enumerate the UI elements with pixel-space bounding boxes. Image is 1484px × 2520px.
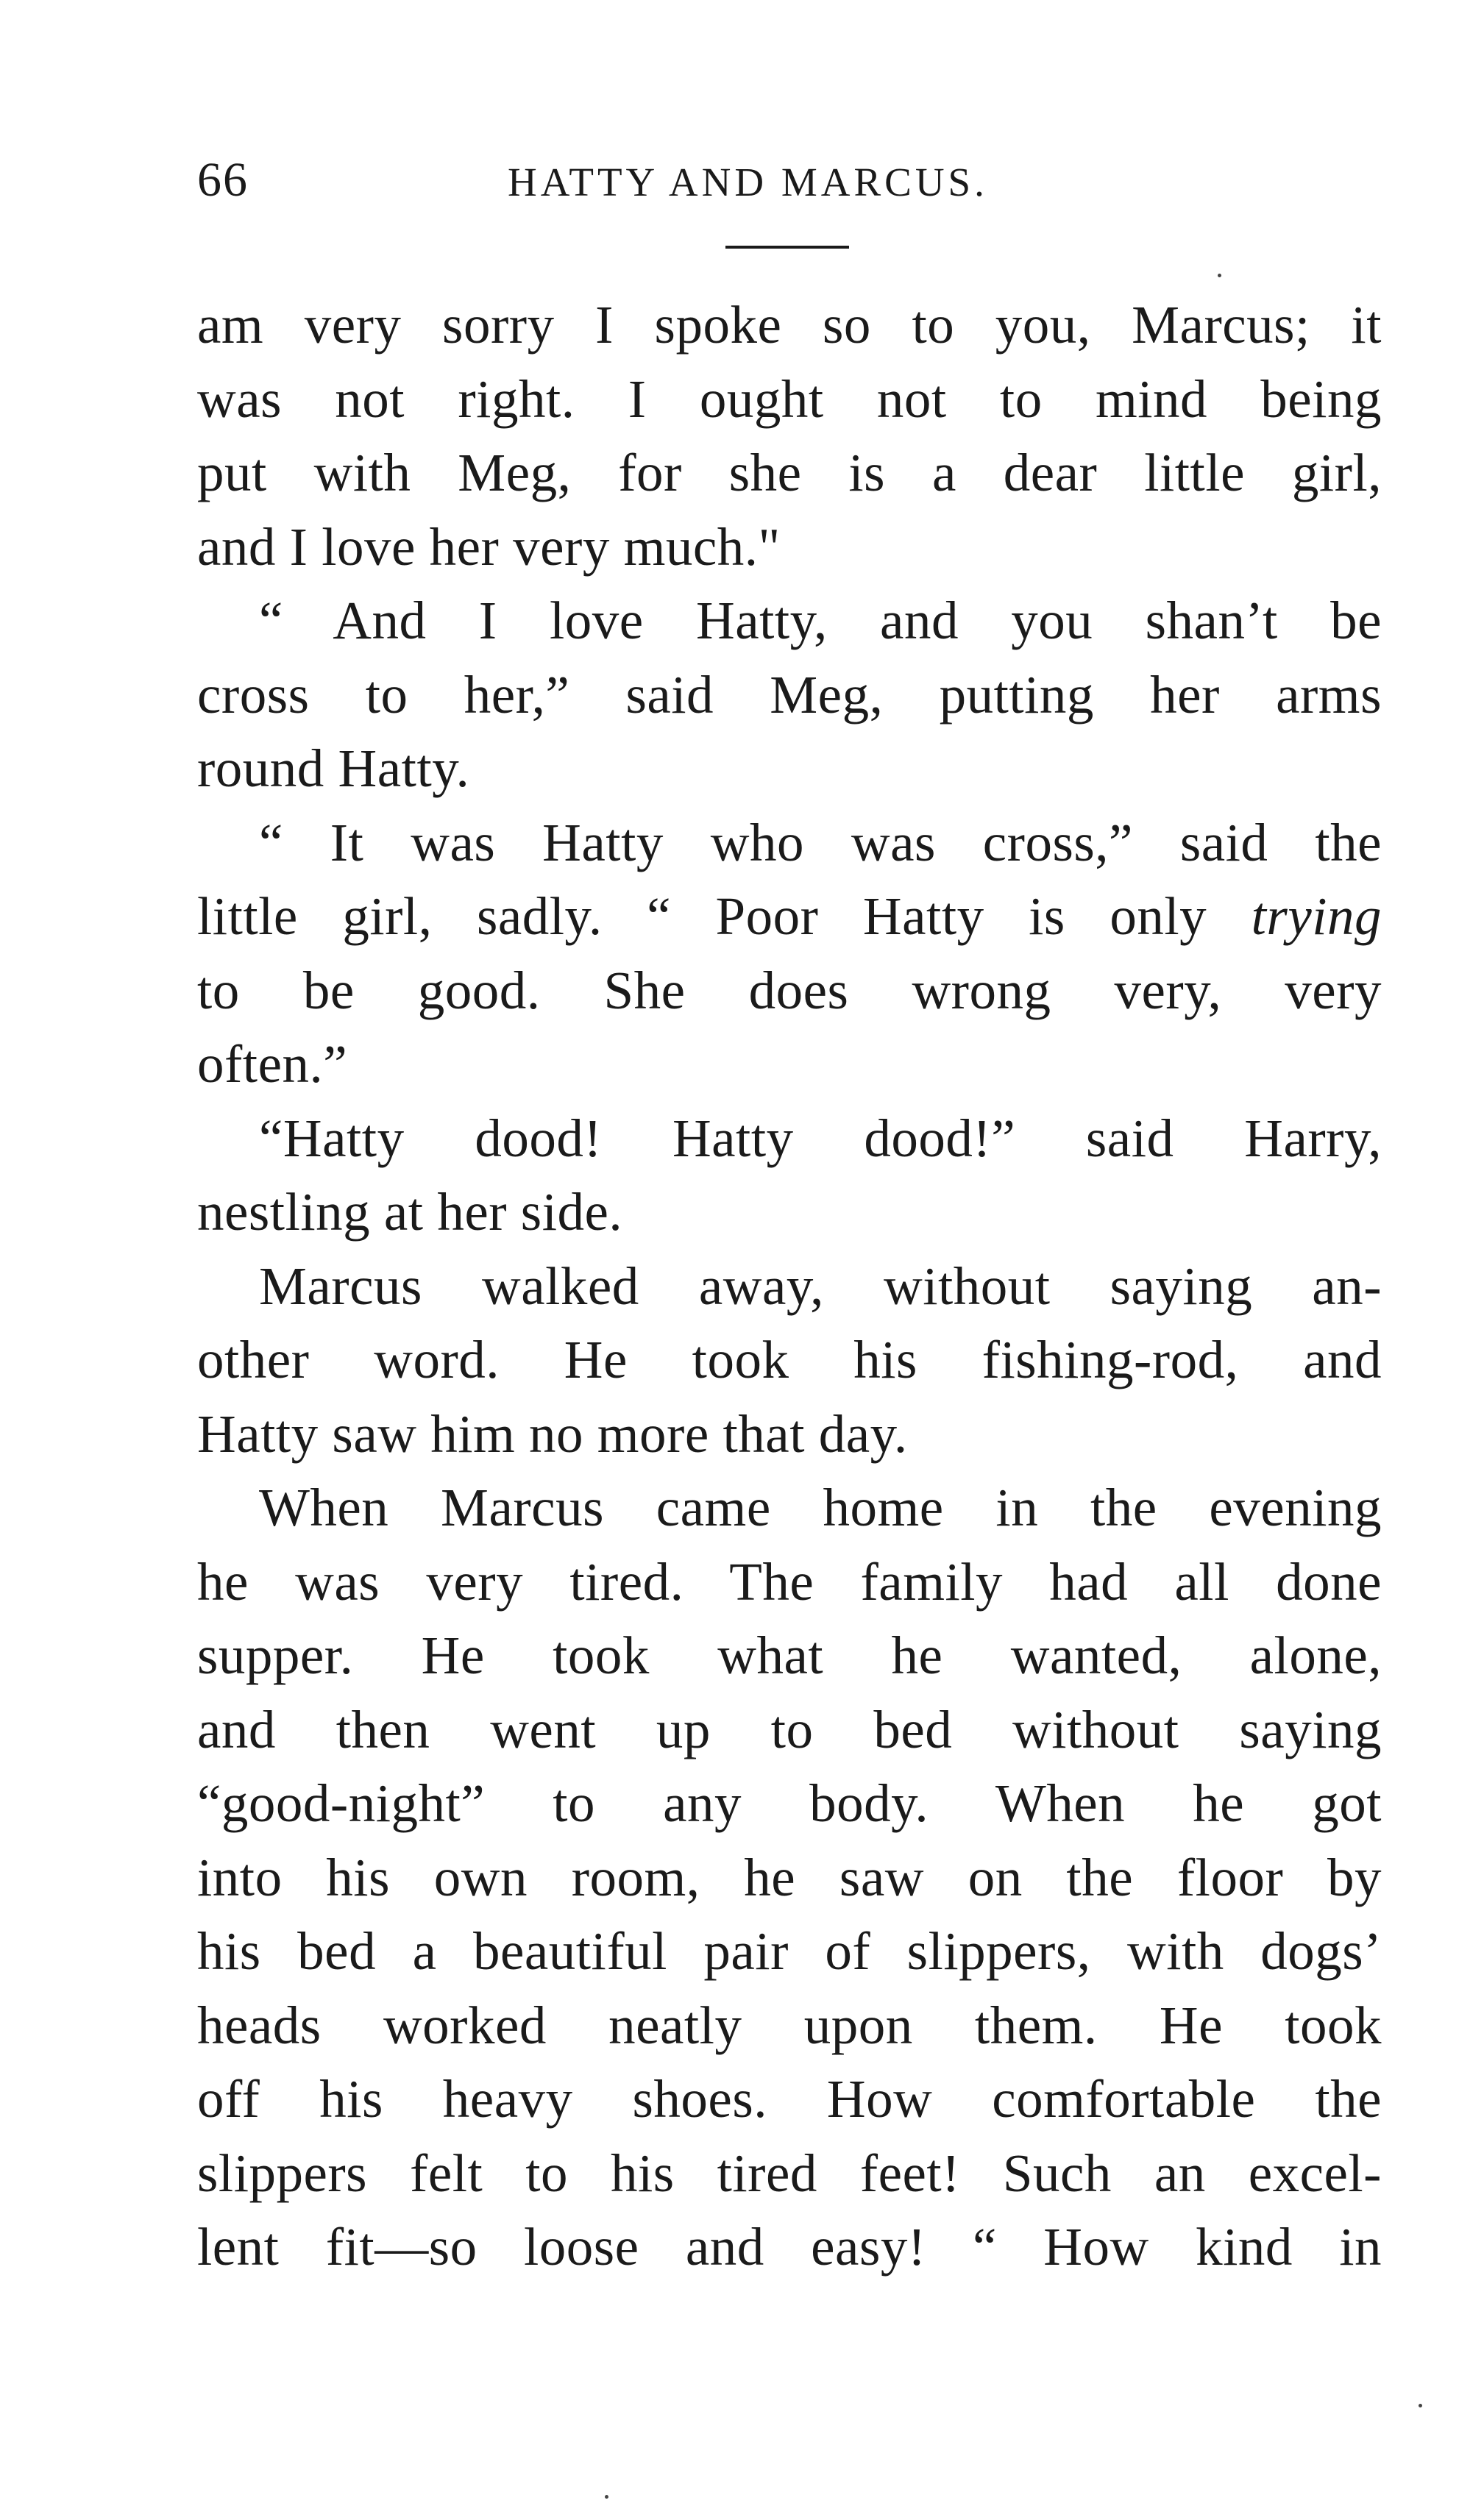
text-line: often.” [197,1034,348,1094]
paper-speck [1419,2404,1422,2407]
text-line: round Hatty. [197,738,470,798]
text-line: off his heavy shoes. How comfortable the [197,2069,1382,2129]
text-line: lent fit—so loose and easy! “ How kind in [197,2217,1382,2277]
text-line-part: little girl, sadly. “ Poor Hatty is only [197,886,1207,946]
text-line: When Marcus came home in the evening [259,1478,1382,1537]
page-header [197,147,1382,213]
page-number: 66 [197,153,249,207]
text-line: heads worked neatly upon them. He took [197,1995,1382,2055]
emphasis-text: trying [1251,886,1382,946]
text-line: and I love her very much." [197,516,781,577]
text-line: Hatty saw him no more that day. [197,1403,908,1464]
text-line: other word. He took his fishing-rod, and [197,1330,1382,1389]
text-line: “ It was Hatty who was cross,” said the [259,812,1382,872]
text-line: was not right. I ought not to mind being [197,369,1382,429]
text-line: into his own room, he saw on the floor by [197,1847,1382,1907]
text-line: his bed a beautiful pair of slippers, with dogs’ [197,1921,1382,1981]
text-line: he was very tired. The family had all done [197,1551,1382,1612]
text-line: supper. He took what he wanted, alone, [197,1626,1382,1685]
header-divider [725,246,849,249]
running-head: HATTY AND MARCUS. [508,160,988,204]
text-line: am very sorry I spoke so to you, Marcus; it [197,295,1382,355]
text-line: cross to her,” said Meg, putting her arms [197,664,1382,725]
text-line: to be good. She does wrong very, very [197,960,1382,1020]
text-line: nestling at her side. [197,1182,623,1242]
text-line: and then went up to bed without saying [197,1699,1382,1759]
text-line: slippers felt to his tired feet! Such an excel- [197,2143,1382,2203]
text-line [197,880,1382,954]
text-line: Marcus walked away, without saying an- [259,1256,1382,1316]
paper-speck [605,2495,608,2499]
paper-speck [1218,274,1221,277]
text-line: “good-night” to any body. When he got [197,1773,1382,1833]
text-line: put with Meg, for she is a dear little girl, [197,443,1382,502]
text-line: “ And I love Hatty, and you shan’t be [259,591,1382,650]
body-text [197,288,1382,2285]
text-line: “Hatty dood! Hatty dood!” said Harry, [259,1108,1382,1168]
